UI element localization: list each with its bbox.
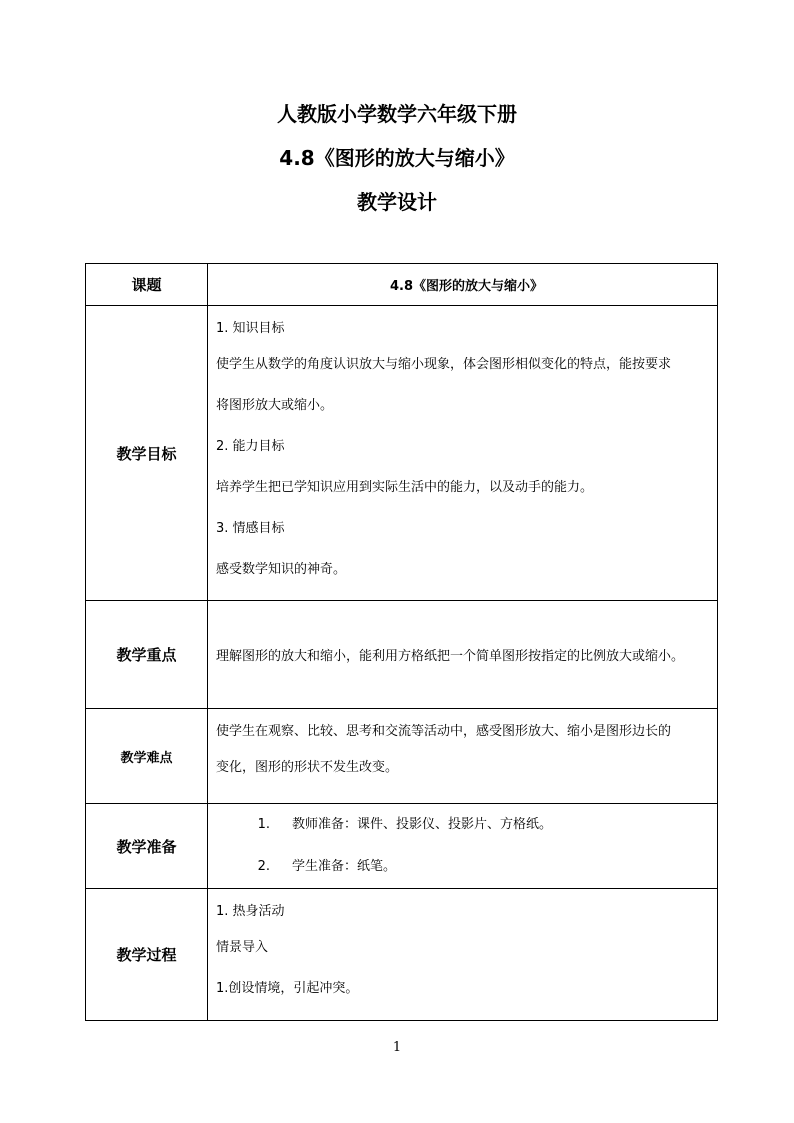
table-row-preparation bbox=[86, 804, 718, 889]
list-item-text: 教师准备：课件、投影仪、投影片、方格纸。 bbox=[292, 817, 553, 832]
table-row-key-points bbox=[86, 601, 718, 709]
list-item-text: 学生准备：纸笔。 bbox=[292, 859, 397, 874]
key-points-content: 理解图形的放大和缩小，能利用方格纸把一个简单图形按指定的比例放大或缩小。 bbox=[208, 601, 718, 709]
row-label-process: 教学过程 bbox=[86, 889, 208, 1021]
objectives-line: 培养学生把已学知识应用到实际生活中的能力，以及动手的能力。 bbox=[216, 480, 594, 495]
list-item bbox=[208, 846, 717, 888]
title-line-1: 人教版小学数学六年级下册 bbox=[277, 102, 517, 126]
table-row-process bbox=[86, 889, 718, 1021]
title-line-2: 4.8《图形的放大与缩小》 bbox=[279, 146, 515, 170]
preparation-content bbox=[208, 804, 718, 889]
lesson-plan-table bbox=[85, 263, 718, 1021]
table-row-title bbox=[86, 264, 718, 306]
table-row-objectives bbox=[86, 306, 718, 601]
list-item bbox=[208, 804, 717, 846]
row-label-objectives: 教学目标 bbox=[86, 306, 208, 601]
objectives-line: 将图形放大或缩小。 bbox=[216, 398, 334, 413]
row-label-title: 课题 bbox=[86, 264, 208, 306]
process-line: 1.创设情境，引起冲突。 bbox=[216, 981, 359, 996]
lesson-title-value: 4.8《图形的放大与缩小》 bbox=[208, 264, 718, 306]
objectives-line: 1. 知识目标 bbox=[216, 321, 285, 336]
difficulty-line: 变化，图形的形状不发生改变。 bbox=[216, 760, 399, 775]
objectives-line: 3. 情感目标 bbox=[216, 521, 285, 536]
objectives-line: 使学生从数学的角度认识放大与缩小现象，体会图形相似变化的特点，能按要求 bbox=[216, 357, 672, 372]
table-row-difficulty bbox=[86, 709, 718, 804]
row-label-difficulty: 教学难点 bbox=[86, 709, 208, 804]
list-item-number: 1. bbox=[257, 817, 270, 832]
objectives-content bbox=[208, 306, 718, 601]
title-line-3: 教学设计 bbox=[357, 190, 437, 214]
row-label-key-points: 教学重点 bbox=[86, 601, 208, 709]
list-item-number: 2. bbox=[257, 859, 270, 874]
process-content bbox=[208, 889, 718, 1021]
objectives-line: 2. 能力目标 bbox=[216, 439, 285, 454]
difficulty-content bbox=[208, 709, 718, 804]
process-line: 情景导入 bbox=[216, 940, 269, 955]
difficulty-line: 使学生在观察、比较、思考和交流等活动中，感受图形放大、缩小是图形边长的 bbox=[216, 724, 672, 739]
page-number: 1 bbox=[392, 1040, 402, 1055]
objectives-line: 感受数学知识的神奇。 bbox=[216, 562, 347, 577]
process-line: 1. 热身活动 bbox=[216, 904, 285, 919]
document-title bbox=[0, 104, 794, 236]
row-label-preparation: 教学准备 bbox=[86, 804, 208, 889]
